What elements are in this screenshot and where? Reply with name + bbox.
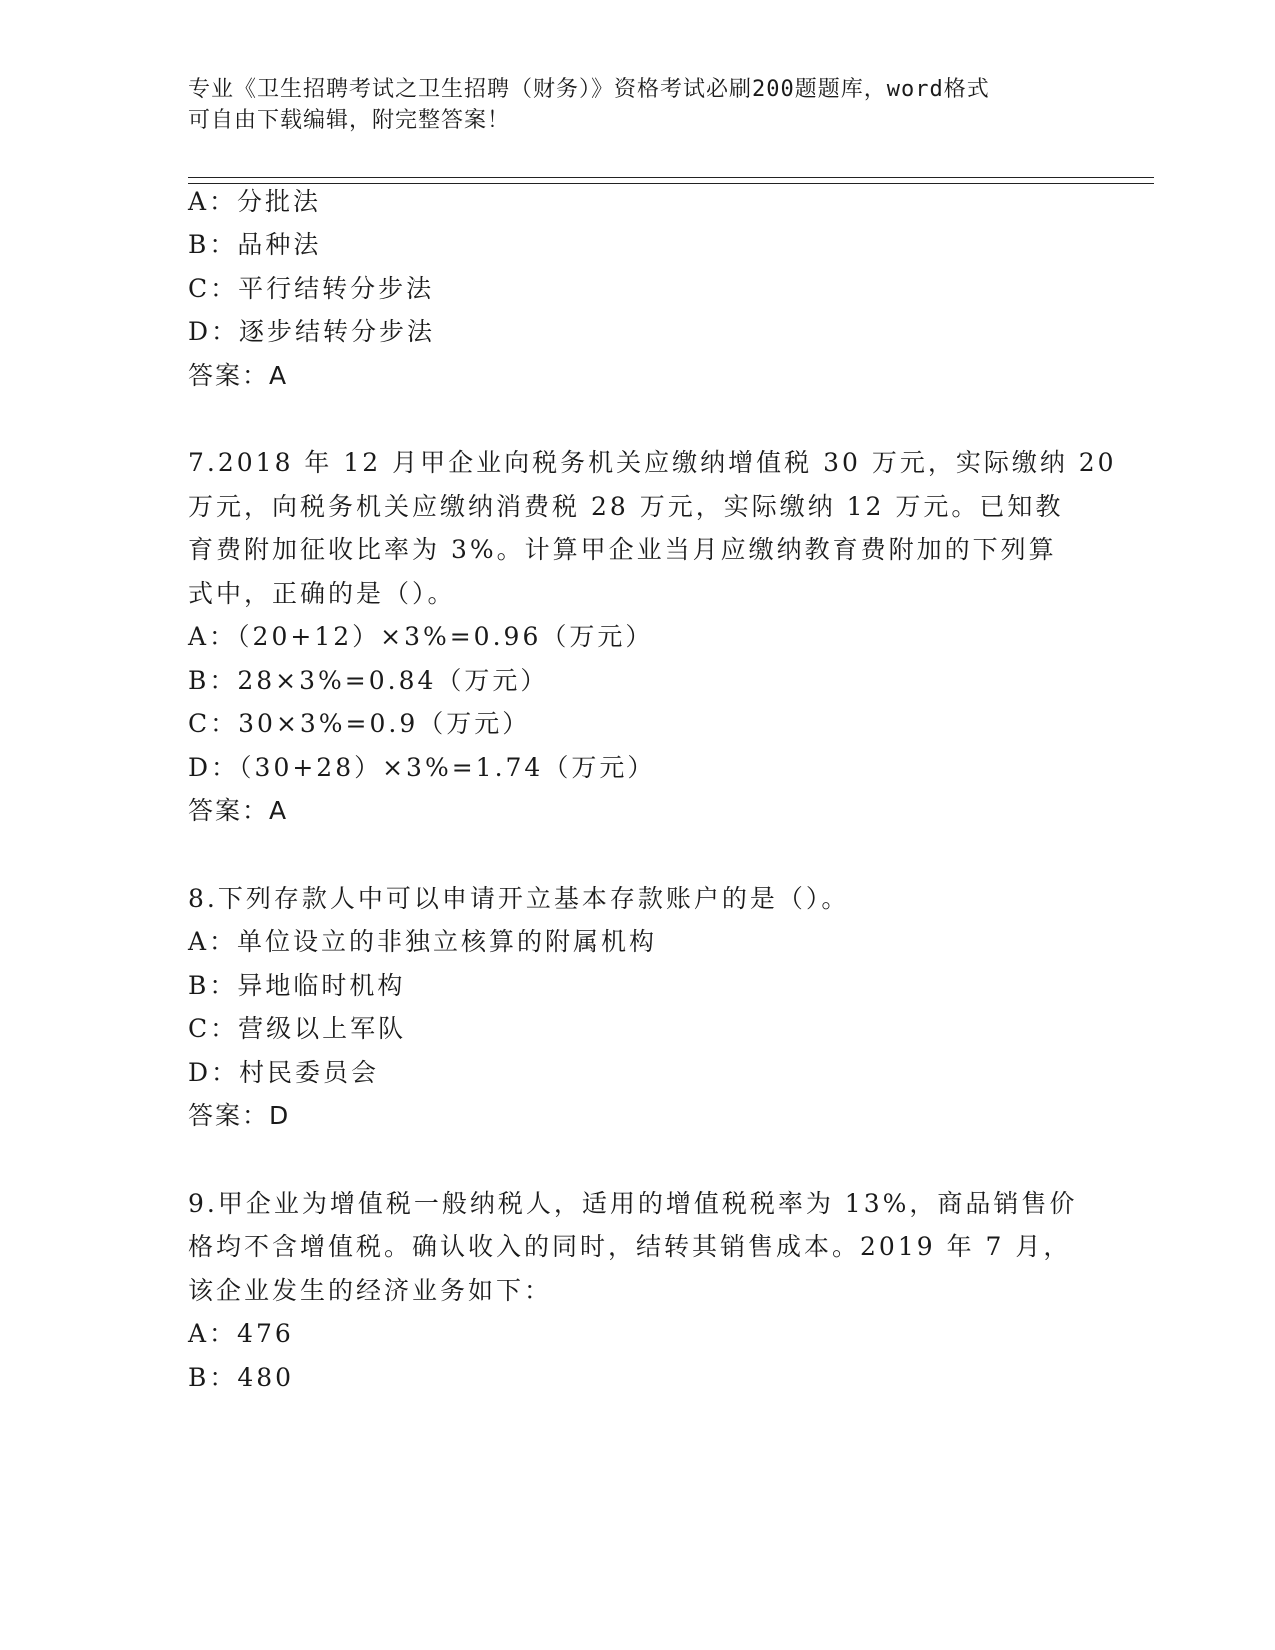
option-b: B：品种法 [188,230,322,259]
option-c: C：平行结转分步法 [188,274,435,303]
option-a: A：（20+12）×3%=0.96（万元） [188,622,654,651]
question-stem-line: 式中，正确的是（）。 [188,579,456,608]
question-stem-line: 育费附加征收比率为 3%。计算甲企业当月应缴纳教育费附加的下列算 [188,535,1057,564]
answer-line: 答案：A [188,361,289,390]
question-stem-line: 9.甲企业为增值税一般纳税人，适用的增值税税率为 13%，商品销售价 [188,1189,1078,1218]
option-a: A：单位设立的非独立核算的附属机构 [188,927,658,956]
header-title-line-2: 可自由下载编辑，附完整答案！ [188,108,511,133]
option-a: A：分批法 [188,187,322,216]
option-c: C：30×3%=0.9（万元） [188,709,531,738]
option-b: B：480 [188,1363,295,1392]
header-divider-bottom [188,183,1154,184]
question-stem-line: 7.2018 年 12 月甲企业向税务机关应缴纳增值税 30 万元，实际缴纳 20 [188,448,1117,477]
header-divider-top [188,177,1154,178]
option-b: B：异地临时机构 [188,971,406,1000]
answer-line: 答案：D [188,1101,291,1130]
document-header [188,74,1088,136]
question-stem-line: 8.下列存款人中可以申请开立基本存款账户的是（）。 [188,884,850,913]
option-d: D：逐步结转分步法 [188,317,436,346]
option-a: A：476 [188,1319,294,1348]
question-stem-line: 万元，向税务机关应缴纳消费税 28 万元，实际缴纳 12 万元。已知教 [188,492,1064,521]
option-c: C：营级以上军队 [188,1014,407,1043]
question-stem-line: 格均不含增值税。确认收入的同时，结转其销售成本。2019 年 7 月， [188,1232,1072,1261]
question-stem-line: 该企业发生的经济业务如下： [188,1276,553,1305]
option-b: B：28×3%=0.84（万元） [188,666,549,695]
option-d: D：村民委员会 [188,1058,380,1087]
option-d: D：（30+28）×3%=1.74（万元） [188,753,656,782]
header-title-line-1: 专业《卫生招聘考试之卫生招聘（财务）》资格考试必刷200题题库，word格式 [188,77,990,102]
answer-line: 答案：A [188,796,289,825]
